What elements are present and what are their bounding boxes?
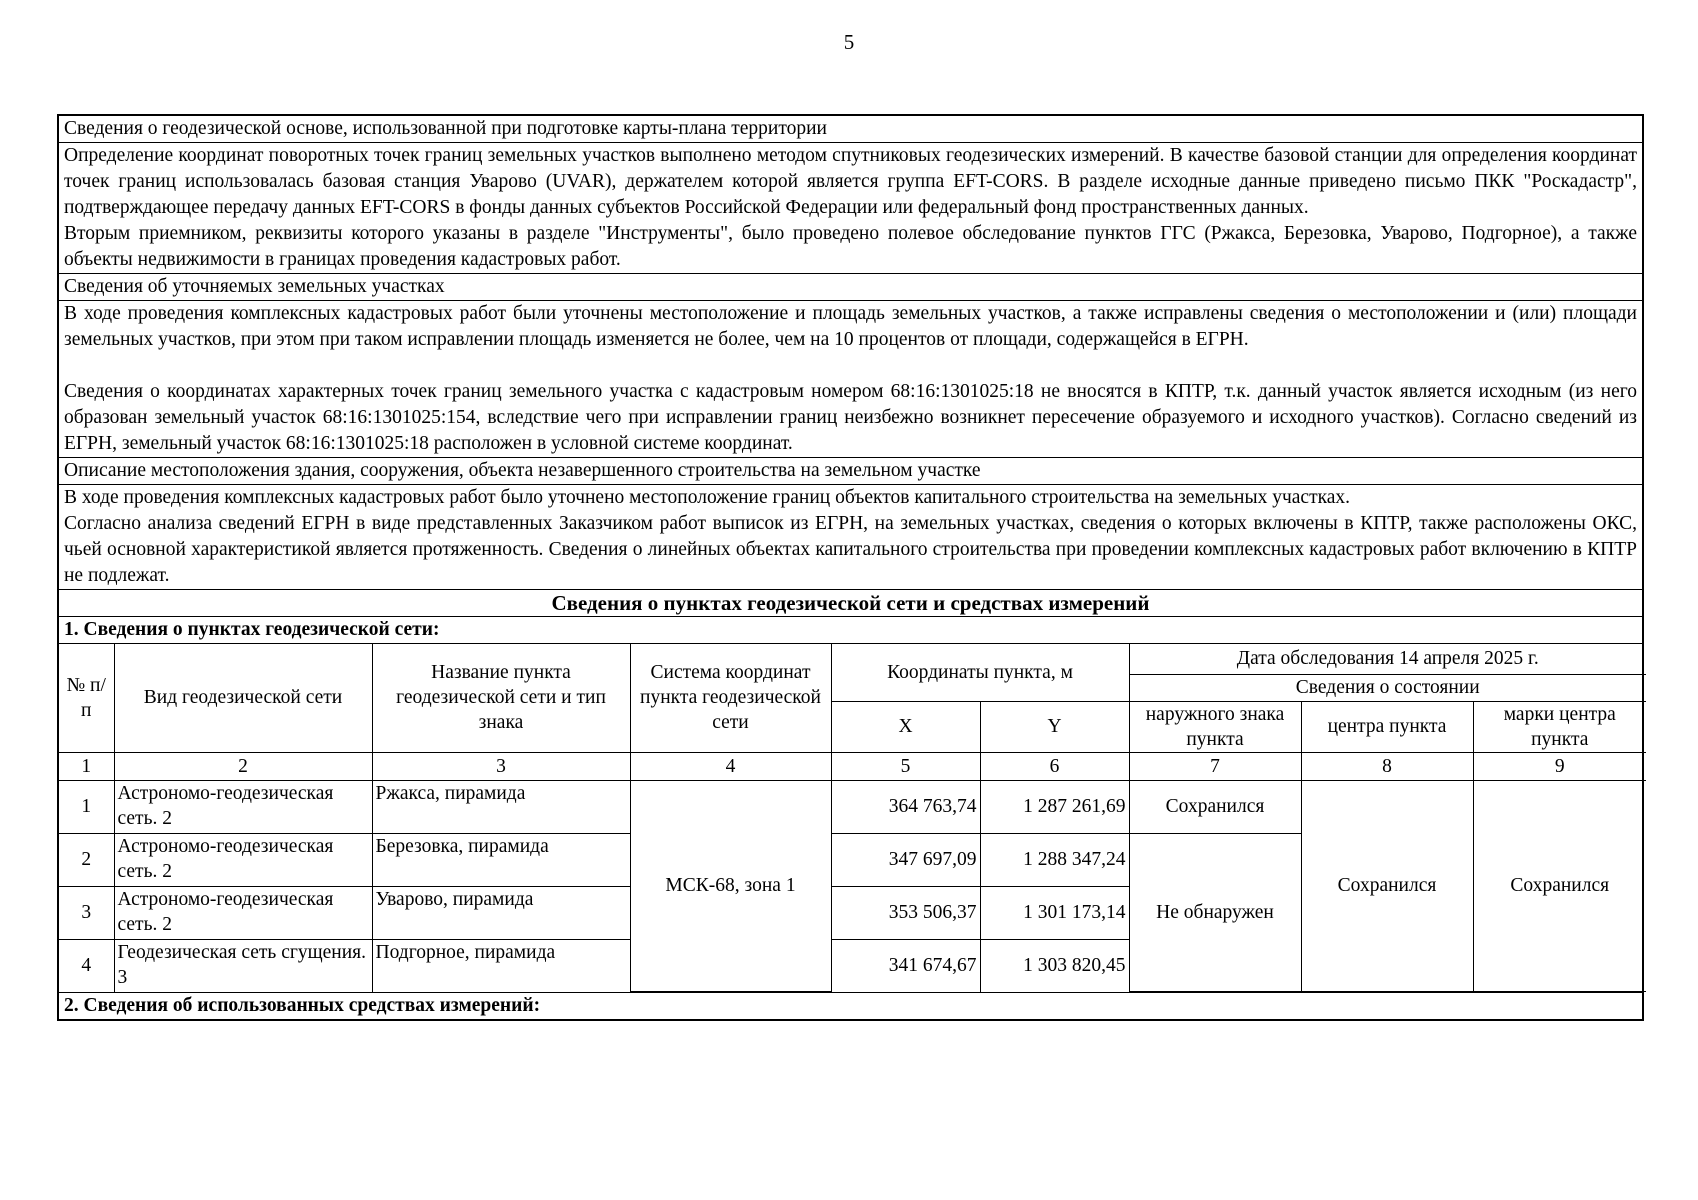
- table-row: [59, 780, 1646, 833]
- row-x: 364 763,74: [831, 780, 980, 833]
- geodetic-basis-para-2: Вторым приемником, реквизиты которого указаны в разделе "Инструменты", было проведено полевое обследование пунктов ГГС (Ржакса, Березовка, Уварово, Подгорное), а также объекты недвижимости в границах проведения кадастровых работ.: [64, 223, 1637, 270]
- center-mark-status: Сохранился: [1473, 780, 1646, 992]
- geodetic-basis-body: [58, 143, 1643, 274]
- header-condition: Сведения о состоянии: [1129, 674, 1646, 701]
- row-x: 347 697,09: [831, 833, 980, 886]
- coord-system-value: МСК-68, зона 1: [630, 780, 831, 992]
- refined-parcels-heading: Сведения об уточняемых земельных участках: [58, 274, 1643, 301]
- column-number: 4: [630, 752, 831, 780]
- building-location-para-2: Согласно анализа сведений ЕГРН в виде представленных Заказчиком работ выписок из ЕГРН, на земельных участках, сведения о которых включены в КПТР, также расположены ОКС, чьей основной характеристикой является протяженность. Сведения о линейных объектах капитального строительства при проведении комплексных кадастровых работ включению в КПТР не подлежат.: [64, 513, 1637, 586]
- header-outer-sign: наружного знака пункта: [1129, 701, 1301, 752]
- center-status: Сохранился: [1301, 780, 1473, 992]
- row-y: 1 303 820,45: [980, 939, 1129, 992]
- row-point-name: Уварово, пирамида: [372, 886, 630, 939]
- column-number: 8: [1301, 752, 1473, 780]
- outer-sign-status: Не обнаружен: [1129, 833, 1301, 992]
- column-number: 9: [1473, 752, 1646, 780]
- row-point-name: Подгорное, пирамида: [372, 939, 630, 992]
- column-number: 1: [59, 752, 114, 780]
- document-table: [57, 114, 1644, 1021]
- paragraph-gap: [64, 353, 1637, 379]
- header-x: X: [831, 701, 980, 752]
- row-num: 2: [59, 833, 114, 886]
- building-location-body: [58, 485, 1643, 590]
- row-x: 341 674,67: [831, 939, 980, 992]
- building-location-para-1: В ходе проведения комплексных кадастровых работ было уточнено местоположение границ объектов капитального строительства на земельных участках.: [64, 487, 1351, 508]
- header-survey-date: Дата обследования 14 апреля 2025 г.: [1129, 644, 1646, 674]
- building-location-heading: Описание местоположения здания, сооружения, объекта незавершенного строительства на земельном участке: [58, 458, 1643, 485]
- geodetic-network-title: Сведения о пунктах геодезической сети и средствах измерений: [58, 590, 1643, 617]
- header-point-name: Название пункта геодезической сети и тип знака: [372, 644, 630, 752]
- row-num: 3: [59, 886, 114, 939]
- header-center-mark: марки центра пункта: [1473, 701, 1646, 752]
- subsection-1-title: 1. Сведения о пунктах геодезической сети:: [58, 617, 1643, 644]
- header-coord-system: Система координат пункта геодезической сети: [630, 644, 831, 752]
- geodetic-basis-para-1: Определение координат поворотных точек границ земельных участков выполнено методом спутниковых геодезических измерений. В качестве базовой станции для определения координат точек границ использовалась базовая станция Уварово (UVAR), держателем которой является группа EFT-CORS. В разделе исходные данные приведено письмо ПКК "Роскадастр", подтверждающее передачу данных EFT-CORS в фонды данных субъектов Российской Федерации или федеральный фонд пространственных данных.: [64, 145, 1637, 218]
- refined-parcels-para-1: В ходе проведения комплексных кадастровых работ были уточнены местоположение и площадь земельных участков, а также исправлены сведения о местоположении и (или) площади земельных участков, при этом при таком исправлении площадь изменяется не более, чем на 10 процентов от площади, содержащейся в ЕГРН.: [64, 303, 1637, 350]
- column-number: 6: [980, 752, 1129, 780]
- row-network-type: Астрономо-геодезическая сеть. 2: [114, 886, 372, 939]
- column-number: 2: [114, 752, 372, 780]
- header-num: № п/п: [59, 644, 114, 752]
- geodetic-points-table: [59, 644, 1646, 992]
- column-number: 7: [1129, 752, 1301, 780]
- refined-parcels-para-2: Сведения о координатах характерных точек границ земельного участка с кадастровым номером 68:16:1301025:18 не вносятся в КПТР, т.к. данный участок является исходным (из него образован земельный участок 68:16:1301025:154, вследствие чего при исправлении границ неизбежно возникнет пересечение образуемого и исходного участков). Согласно сведений из ЕГРН, земельный участок 68:16:1301025:18 расположен в условной системе координат.: [64, 381, 1637, 454]
- row-x: 353 506,37: [831, 886, 980, 939]
- header-y: Y: [980, 701, 1129, 752]
- header-coordinates: Координаты пункта, м: [831, 644, 1129, 701]
- geodetic-points-cell: [58, 644, 1643, 993]
- page-number: 5: [843, 30, 855, 54]
- row-num: 1: [59, 780, 114, 833]
- geodetic-basis-heading: Сведения о геодезической основе, использованной при подготовке карты-плана территории: [58, 115, 1643, 143]
- row-num: 4: [59, 939, 114, 992]
- row-point-name: Березовка, пирамида: [372, 833, 630, 886]
- outer-sign-status: Сохранился: [1129, 780, 1301, 833]
- column-number: 3: [372, 752, 630, 780]
- header-center: центра пункта: [1301, 701, 1473, 752]
- row-network-type: Астрономо-геодезическая сеть. 2: [114, 780, 372, 833]
- refined-parcels-body: [58, 301, 1643, 458]
- row-network-type: Астрономо-геодезическая сеть. 2: [114, 833, 372, 886]
- row-y: 1 287 261,69: [980, 780, 1129, 833]
- row-network-type: Геодезическая сеть сгущения. 3: [114, 939, 372, 992]
- row-y: 1 301 173,14: [980, 886, 1129, 939]
- column-number: 5: [831, 752, 980, 780]
- subsection-2-title: 2. Сведения об использованных средствах измерений:: [58, 993, 1643, 1021]
- row-point-name: Ржакса, пирамида: [372, 780, 630, 833]
- row-y: 1 288 347,24: [980, 833, 1129, 886]
- header-network-type: Вид геодезической сети: [114, 644, 372, 752]
